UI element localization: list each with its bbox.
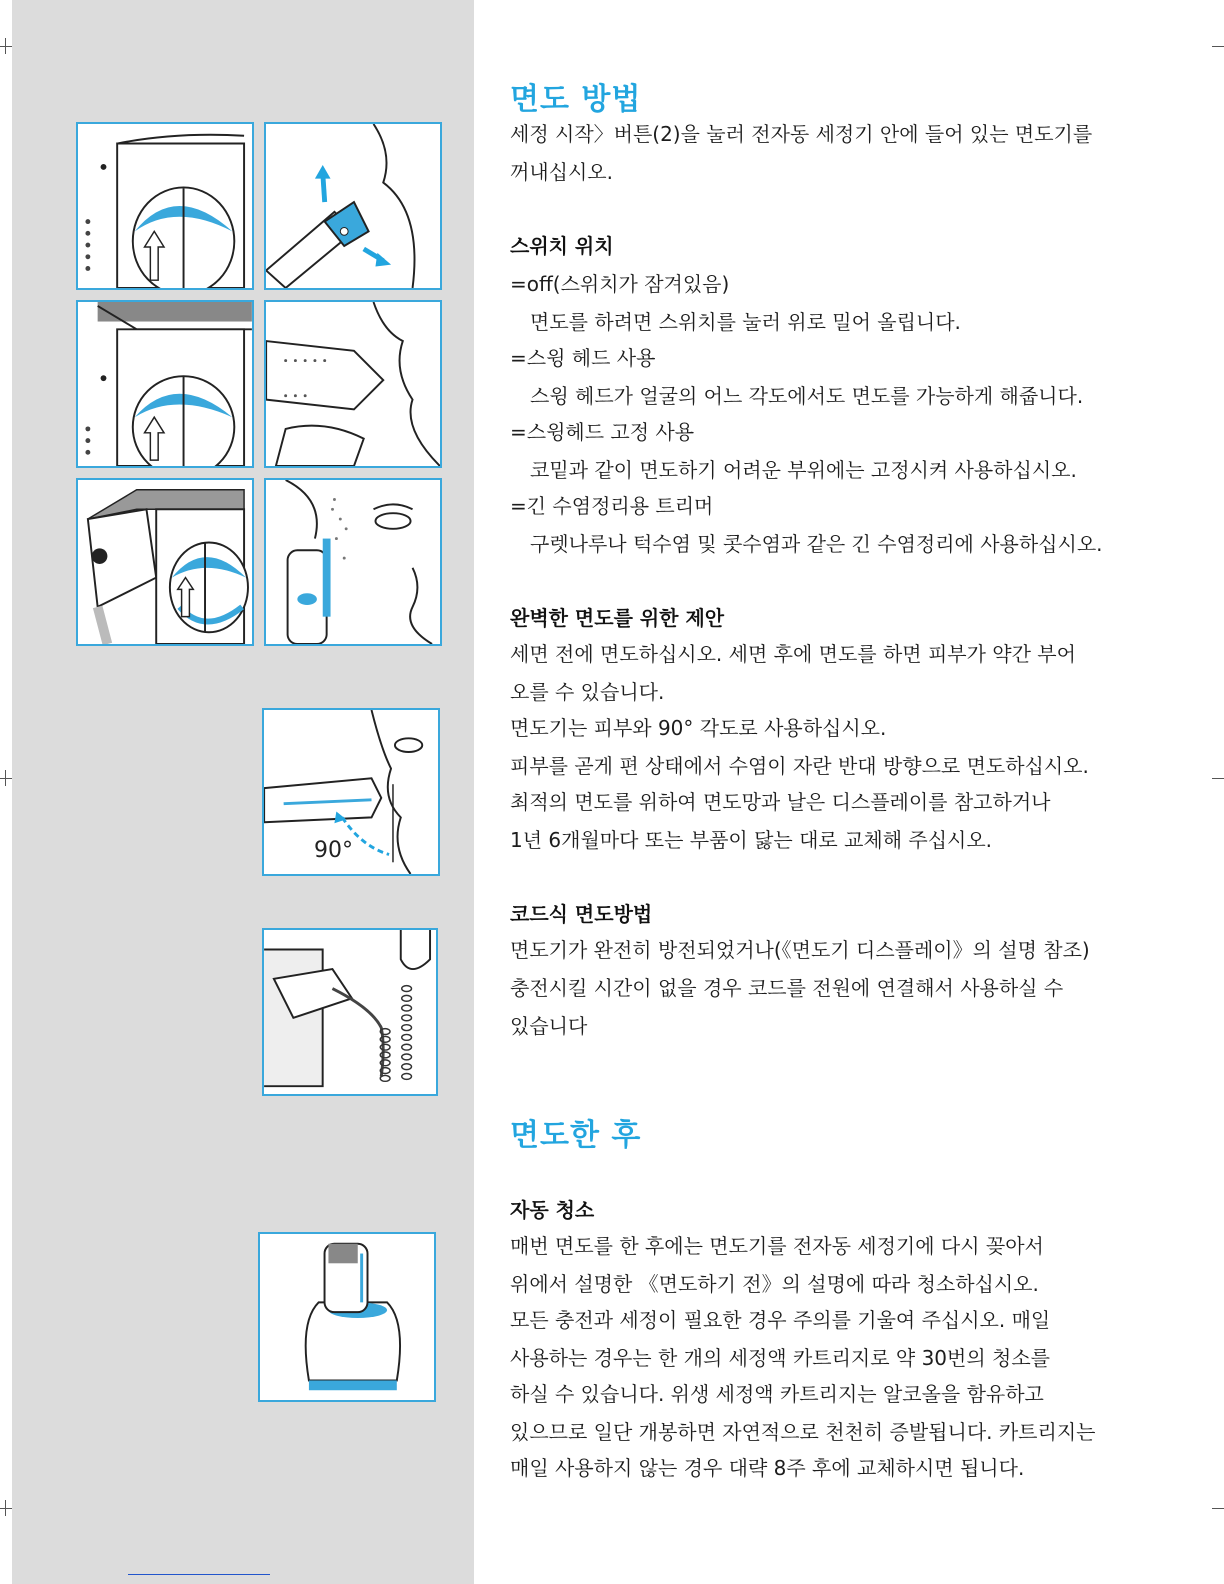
figure-swing-lock — [76, 300, 254, 468]
footer-link-underline — [128, 1574, 270, 1575]
text-line: 구렛나루나 턱수염 및 콧수염과 같은 긴 수염정리에 사용하십시오. — [530, 532, 1103, 556]
subsection-title-switch: 스위치 위치 — [510, 234, 614, 258]
figure-sideburn-trim — [264, 478, 442, 646]
crop-mark — [5, 770, 6, 786]
text-line: 있으므로 일단 개봉하면 자연적으로 천천히 증발됩니다. 카트리지는 — [510, 1420, 1096, 1444]
figure-cord-plug — [262, 928, 438, 1096]
text-line: 코밑과 같이 면도하기 어려운 부위에는 고정시켜 사용하십시오. — [530, 458, 1077, 482]
crop-mark — [1212, 1508, 1224, 1509]
text-line: 매번 면도를 한 후에는 면도기를 전자동 세정기에 다시 꽂아서 — [510, 1234, 1044, 1258]
text-line: 최적의 면도를 위하여 면도망과 날은 디스플레이를 참고하거나 — [510, 790, 1051, 814]
text-line: =스윙헤드 고정 사용 — [510, 420, 695, 444]
text-line: 하실 수 있습니다. 위생 세정액 카트리지는 알코올을 함유하고 — [510, 1382, 1044, 1406]
text-line: =off(스위치가 잠겨있음) — [510, 272, 730, 296]
text-line: 면도기는 피부와 90° 각도로 사용하십시오. — [510, 716, 887, 740]
text-line: 위에서 설명한 《면도하기 전》의 설명에 따라 청소하십시오. — [510, 1272, 1039, 1296]
crop-mark — [1212, 46, 1224, 47]
crop-mark — [0, 778, 12, 779]
subsection-title-tips: 완벽한 면도를 위한 제안 — [510, 606, 725, 630]
figure-trimmer — [76, 478, 254, 646]
text-line: =긴 수염정리용 트리머 — [510, 494, 714, 518]
figure-shaving-chin — [264, 300, 442, 468]
text-line: 충전시킬 시간이 없을 경우 코드를 전원에 연결해서 사용하실 수 — [510, 976, 1064, 1000]
text-line: 사용하는 경우는 한 개의 세정액 카트리지로 약 30번의 청소를 — [510, 1346, 1050, 1370]
figure-cleaning-station — [258, 1232, 436, 1402]
text-line: 세정 시작〉버튼(2)을 눌러 전자동 세정기 안에 들어 있는 면도기를 — [510, 122, 1093, 146]
text-line: 모든 충전과 세정이 필요한 경우 주의를 기울여 주십시오. 매일 — [510, 1308, 1051, 1332]
text-line: 1년 6개월마다 또는 부품이 닳는 대로 교체해 주십시오. — [510, 828, 993, 852]
text-line: 꺼내십시오. — [510, 160, 613, 184]
text-line: 면도를 하려면 스위치를 눌러 위로 밀어 올립니다. — [530, 310, 961, 334]
crop-mark — [0, 46, 12, 47]
text-line: 매일 사용하지 않는 경우 대략 8주 후에 교체하시면 됩니다. — [510, 1456, 1025, 1480]
section-title-shaving: 면도 방법 — [510, 82, 642, 117]
figure-90-degree-angle — [262, 708, 440, 876]
text-line: =스윙 헤드 사용 — [510, 346, 656, 370]
angle-label: 90° — [314, 838, 353, 863]
section-title-after: 면도한 후 — [510, 1118, 642, 1153]
crop-mark — [1212, 778, 1224, 779]
text-line: 면도기가 완전히 방전되었거나(《면도기 디스플레이》의 설명 참조) — [510, 938, 1090, 962]
subsection-title-cord: 코드식 면도방법 — [510, 902, 653, 926]
crop-mark — [0, 1508, 12, 1509]
text-line: 세면 전에 면도하십시오. 세면 후에 면도를 하면 피부가 약간 부어 — [510, 642, 1076, 666]
subsection-title-auto-clean: 자동 청소 — [510, 1198, 595, 1222]
text-line: 있습니다 — [510, 1014, 588, 1038]
text-line: 스윙 헤드가 얼굴의 어느 각도에서도 면도를 가능하게 해줍니다. — [530, 384, 1084, 408]
figure-switch-off — [76, 122, 254, 290]
text-line: 피부를 곧게 편 상태에서 수염이 자란 반대 방향으로 면도하십시오. — [510, 754, 1089, 778]
text-line: 오를 수 있습니다. — [510, 680, 665, 704]
figure-swing-head — [264, 122, 442, 290]
crop-mark — [5, 38, 6, 54]
crop-mark — [5, 1500, 6, 1516]
